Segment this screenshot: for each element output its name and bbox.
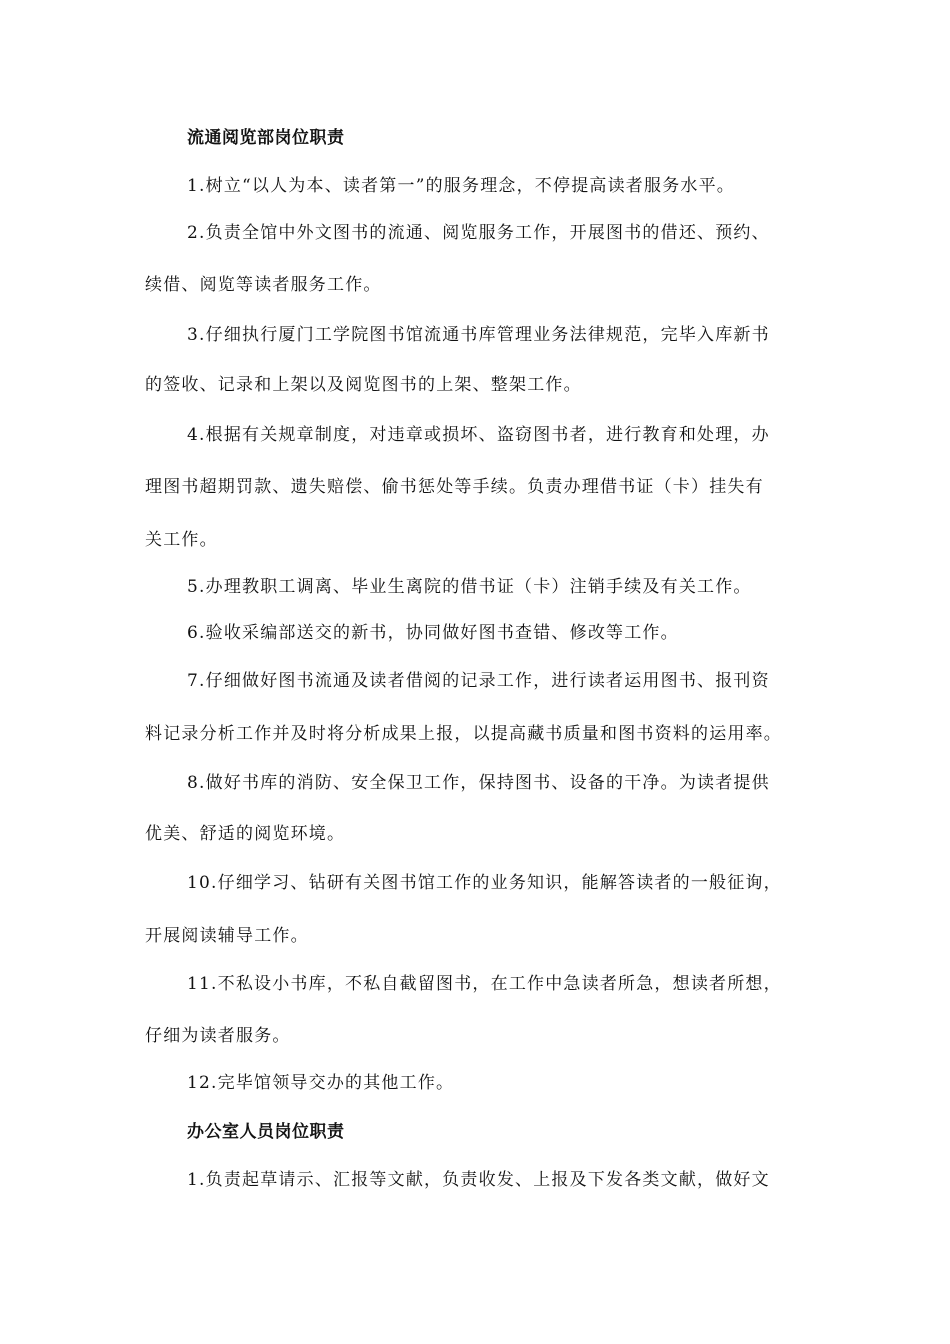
paragraph-line: 5.办理教职工调离、毕业生离院的借书证（卡）注销手续及有关工作。 [187,577,752,597]
paragraph-line: 的签收、记录和上架以及阅览图书的上架、整架工作。 [145,375,582,395]
paragraph-line: 优美、舒适的阅览环境。 [145,824,346,844]
paragraph-line: 11.不私设小书库，不私自截留图书，在工作中急读者所急，想读者所想， [187,974,782,994]
paragraph-line: 开展阅读辅导工作。 [145,926,309,946]
paragraph-line: 料记录分析工作并及时将分析成果上报，以提高藏书质量和图书资料的运用率。 [145,724,782,744]
section-title: 办公室人员岗位职责 [187,1122,345,1142]
paragraph-line: 3.仔细执行厦门工学院图书馆流通书库管理业务法律规范，完毕入库新书 [187,325,770,345]
paragraph-line: 8.做好书库的消防、安全保卫工作，保持图书、设备的干净。为读者提供 [187,773,770,793]
paragraph-line: 7.仔细做好图书流通及读者借阅的记录工作，进行读者运用图书、报刊资 [187,671,770,691]
paragraph-line: 4.根据有关规章制度，对违章或损坏、盗窃图书者，进行教育和处理，办 [187,425,770,445]
paragraph-line: 10.仔细学习、钻研有关图书馆工作的业务知识，能解答读者的一般征询， [187,873,782,893]
paragraph-line: 仔细为读者服务。 [145,1026,291,1046]
paragraph-line: 1.负责起草请示、汇报等文献，负责收发、上报及下发各类文献，做好文 [187,1170,770,1190]
section-title: 流通阅览部岗位职责 [187,128,345,148]
paragraph-line: 12.完毕馆领导交办的其他工作。 [187,1073,455,1093]
paragraph-line: 6.验收采编部送交的新书，协同做好图书查错、修改等工作。 [187,623,679,643]
paragraph-line: 1.树立“以人为本、读者第一”的服务理念，不停提高读者服务水平。 [187,176,736,196]
paragraph-line: 续借、阅览等读者服务工作。 [145,275,382,295]
paragraph-line: 2.负责全馆中外文图书的流通、阅览服务工作，开展图书的借还、预约、 [187,223,770,243]
paragraph-line: 关工作。 [145,530,218,550]
paragraph-line: 理图书超期罚款、遗失赔偿、偷书惩处等手续。负责办理借书证（卡）挂失有 [145,477,764,497]
